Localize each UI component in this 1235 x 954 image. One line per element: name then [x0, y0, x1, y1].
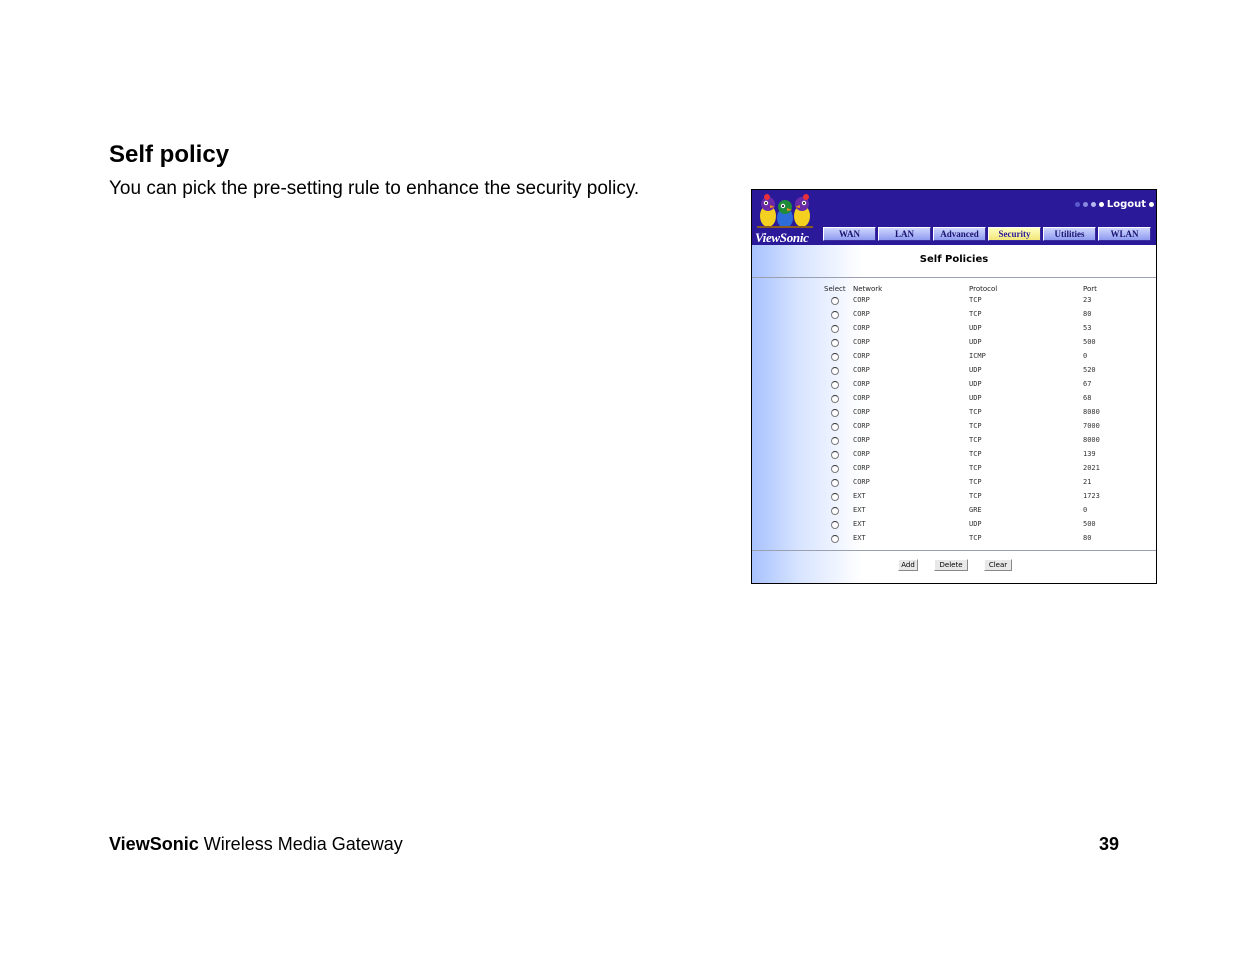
network-cell: CORP: [853, 324, 870, 332]
network-cell: CORP: [853, 352, 870, 360]
port-cell: 53: [1083, 324, 1092, 332]
clear-button[interactable]: Clear: [984, 559, 1012, 571]
network-cell: CORP: [853, 464, 870, 472]
network-cell: EXT: [853, 534, 866, 542]
add-button[interactable]: Add: [898, 559, 918, 571]
port-cell: 0: [1083, 506, 1088, 514]
select-radio[interactable]: [831, 493, 839, 501]
parrot-left-icon: [760, 194, 776, 227]
network-cell: CORP: [853, 436, 870, 444]
dot-icon: [1075, 202, 1080, 207]
port-cell: 2021: [1083, 464, 1100, 472]
network-cell: CORP: [853, 366, 870, 374]
network-cell: CORP: [853, 408, 870, 416]
port-cell: 500: [1083, 338, 1096, 346]
protocol-cell: UDP: [969, 520, 982, 528]
port-cell: 8080: [1083, 408, 1100, 416]
select-radio[interactable]: [831, 297, 839, 305]
protocol-cell: TCP: [969, 464, 982, 472]
port-cell: 139: [1083, 450, 1096, 458]
port-cell: 80: [1083, 310, 1092, 318]
protocol-cell: TCP: [969, 478, 982, 486]
table-row: [752, 393, 1156, 407]
network-cell: CORP: [853, 478, 870, 486]
select-radio[interactable]: [831, 521, 839, 529]
nav-tabs: [823, 227, 1151, 241]
select-radio[interactable]: [831, 311, 839, 319]
table-row: [752, 435, 1156, 449]
select-radio[interactable]: [831, 451, 839, 459]
port-cell: 80: [1083, 534, 1092, 542]
protocol-cell: TCP: [969, 436, 982, 444]
table-row: [752, 351, 1156, 365]
network-cell: CORP: [853, 422, 870, 430]
buttons-divider: [752, 550, 1156, 551]
select-radio[interactable]: [831, 367, 839, 375]
select-radio[interactable]: [831, 381, 839, 389]
tab-wlan[interactable]: WLAN: [1098, 227, 1151, 241]
network-cell: EXT: [853, 492, 866, 500]
tab-advanced[interactable]: Advanced: [933, 227, 986, 241]
viewsonic-logo-text: ViewSonic: [755, 230, 809, 245]
table-row: [752, 407, 1156, 421]
footer-product-name: Wireless Media Gateway: [198, 834, 403, 854]
port-cell: 21: [1083, 478, 1092, 486]
port-cell: 7000: [1083, 422, 1100, 430]
table-row: [752, 379, 1156, 393]
table-row: [752, 533, 1156, 547]
table-row: [752, 421, 1156, 435]
table-row: [752, 491, 1156, 505]
protocol-cell: UDP: [969, 366, 982, 374]
page-title: Self Policies: [919, 254, 989, 265]
select-radio[interactable]: [831, 535, 839, 543]
delete-button[interactable]: Delete: [934, 559, 968, 571]
dot-icon: [1083, 202, 1088, 207]
table-row: [752, 337, 1156, 351]
table-row: [752, 365, 1156, 379]
table-row: [752, 463, 1156, 477]
tab-wan[interactable]: WAN: [823, 227, 876, 241]
protocol-cell: UDP: [969, 338, 982, 346]
select-radio[interactable]: [831, 507, 839, 515]
main-content: [752, 245, 1156, 583]
port-cell: 520: [1083, 366, 1096, 374]
table-row: [752, 519, 1156, 533]
footer-product: [109, 833, 403, 855]
protocol-cell: TCP: [969, 534, 982, 542]
column-header-port: Port: [1083, 285, 1097, 293]
port-cell: 68: [1083, 394, 1092, 402]
select-radio[interactable]: [831, 423, 839, 431]
header-bar: [752, 190, 1156, 245]
protocol-cell: UDP: [969, 394, 982, 402]
select-radio[interactable]: [831, 409, 839, 417]
tab-lan[interactable]: LAN: [878, 227, 931, 241]
protocol-cell: TCP: [969, 450, 982, 458]
network-cell: CORP: [853, 338, 870, 346]
network-cell: CORP: [853, 450, 870, 458]
select-radio[interactable]: [831, 437, 839, 445]
table-row: [752, 449, 1156, 463]
protocol-cell: TCP: [969, 408, 982, 416]
network-cell: CORP: [853, 394, 870, 402]
select-radio[interactable]: [831, 325, 839, 333]
column-header-network: Network: [853, 285, 883, 293]
logout-link[interactable]: [1075, 199, 1154, 210]
intro-text: You can pick the pre-setting rule to enhance the security policy.: [109, 178, 640, 199]
protocol-cell: GRE: [969, 506, 982, 514]
protocol-cell: UDP: [969, 324, 982, 332]
tab-security[interactable]: Security: [988, 227, 1041, 241]
parrots-logo-icon: [754, 192, 816, 230]
select-radio[interactable]: [831, 353, 839, 361]
parrot-right-icon: [794, 194, 810, 227]
router-ui-screenshot: [751, 189, 1157, 584]
title-divider: [752, 277, 1156, 278]
table-row: [752, 505, 1156, 519]
protocol-cell: TCP: [969, 422, 982, 430]
protocol-cell: ICMP: [969, 352, 986, 360]
network-cell: CORP: [853, 380, 870, 388]
select-radio[interactable]: [831, 339, 839, 347]
page-number: 39: [1099, 834, 1120, 854]
select-radio[interactable]: [831, 465, 839, 473]
select-radio[interactable]: [831, 479, 839, 487]
port-cell: 67: [1083, 380, 1092, 388]
footer-brand: ViewSonic: [109, 834, 199, 854]
dot-icon: [1149, 202, 1154, 207]
table-row: [752, 295, 1156, 309]
port-cell: 8000: [1083, 436, 1100, 444]
select-radio[interactable]: [831, 395, 839, 403]
column-header-protocol: Protocol: [969, 285, 998, 293]
protocol-cell: TCP: [969, 296, 982, 304]
port-cell: 0: [1083, 352, 1088, 360]
section-heading: Self policy: [109, 141, 230, 168]
parrot-middle-icon: [777, 200, 793, 228]
dot-icon: [1099, 202, 1104, 207]
logout-label: Logout: [1106, 199, 1146, 210]
protocol-cell: TCP: [969, 310, 982, 318]
port-cell: 23: [1083, 296, 1092, 304]
network-cell: CORP: [853, 296, 870, 304]
protocol-cell: UDP: [969, 380, 982, 388]
port-cell: 1723: [1083, 492, 1100, 500]
network-cell: CORP: [853, 310, 870, 318]
table-row: [752, 323, 1156, 337]
dot-icon: [1091, 202, 1096, 207]
network-cell: EXT: [853, 506, 866, 514]
protocol-cell: TCP: [969, 492, 982, 500]
column-header-select: Select: [824, 285, 846, 293]
tab-utilities[interactable]: Utilities: [1043, 227, 1096, 241]
table-row: [752, 309, 1156, 323]
network-cell: EXT: [853, 520, 866, 528]
table-row: [752, 477, 1156, 491]
port-cell: 500: [1083, 520, 1096, 528]
